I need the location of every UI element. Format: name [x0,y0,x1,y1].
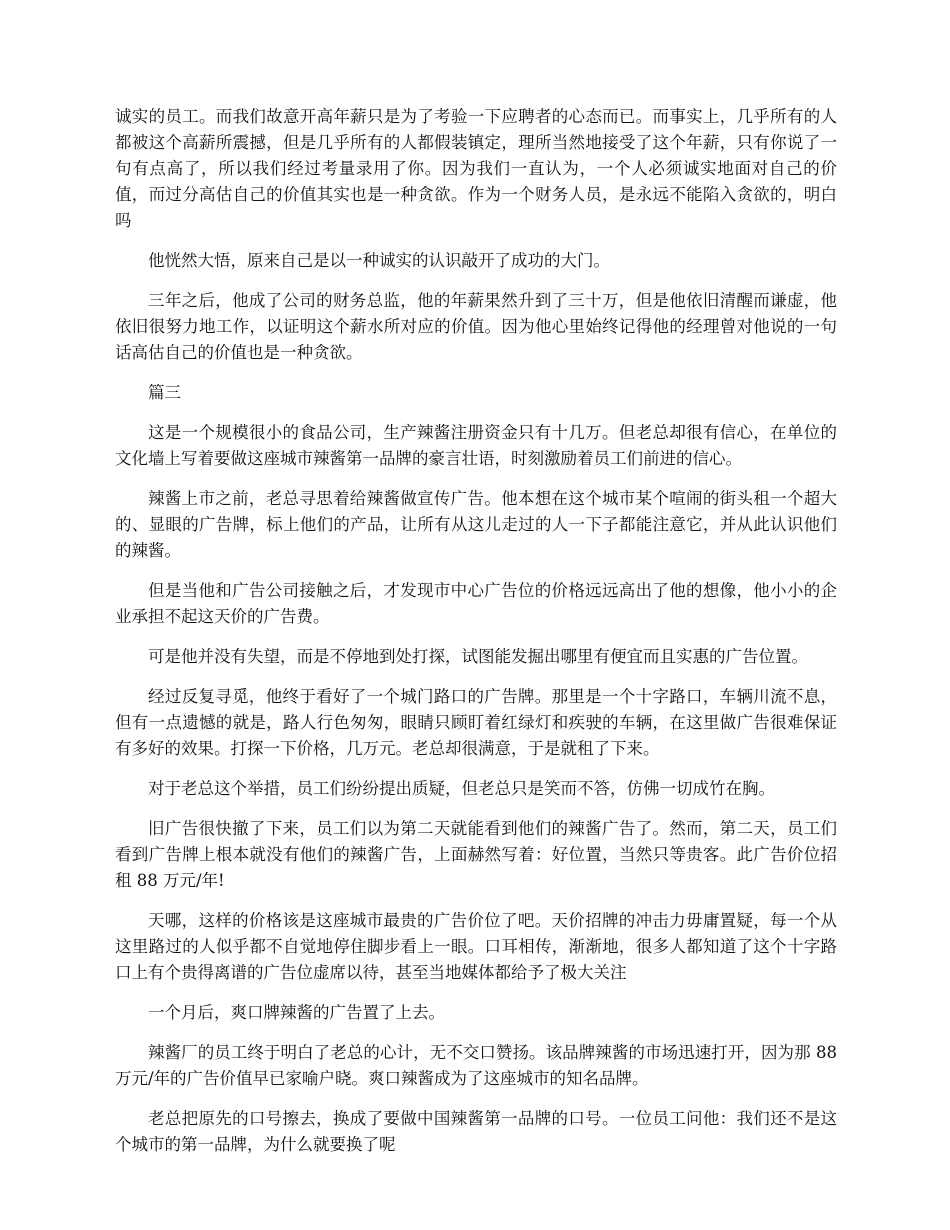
paragraph: 一个月后，爽口牌辣酱的广告置了上去。 [148,1003,445,1022]
paragraph: 老总把原先的口号擦去，换成了要做中国辣酱第一品牌的口号。一位员工问他：我们还不是这个城市的第一品牌，为什么就要换了呢 [115,1109,837,1154]
paragraph: 他恍然大悟，原来自己是以一种诚实的认识敲开了成功的大门。 [148,251,610,270]
paragraph: 天哪，这样的价格该是这座城市最贵的广告价位了吧。天价招牌的冲击力毋庸置疑，每一个从这里路过的人似乎都不自觉地停住脚步看上一眼。口耳相传，渐渐地，很多人都知道了这个十字路口上有个贵得离谱的广告位虚席以待，甚至当地媒体都给予了极大关注 [115,911,837,982]
paragraph: 诚实的员工。而我们故意开高年薪只是为了考验一下应聘者的心态而已。而事实上，几乎所有的人都被这个高薪所震撼，但是几乎所有的人都假装镇定，理所当然地接受了这个年薪，只有你说了一句有点高了，所以我们经过考量录用了你。因为我们一直认为，一个人必须诚实地面对自己的价值，而过分高估自己的价值其实也是一种贪欲。作为一个财务人员，是永远不能陷入贪欲的，明白吗 [115,107,837,230]
paragraph: 经过反复寻觅，他终于看好了一个城门路口的广告牌。那里是一个十字路口，车辆川流不息，但有一点遗憾的就是，路人行色匆匆，眼睛只顾盯着红绿灯和疾驶的车辆，在这里做广告很难保证有多好的效果。打探一下价格，几万元。老总却很满意，于是就租了下来。 [115,687,837,758]
paragraph: 可是他并没有失望，而是不停地到处打探，试图能发掘出哪里有便宜而且实惠的广告位置。 [148,647,808,666]
paragraph: 三年之后，他成了公司的财务总监，他的年薪果然升到了三十万，但是他依旧清醒而谦虚，他依旧很努力地工作，以证明这个薪水所对应的价值。因为他心里始终记得他的经理曾对他说的一句话高估自己的价值也是一种贪欲。 [115,291,837,362]
paragraph: 这是一个规模很小的食品公司，生产辣酱注册资金只有十几万。但老总却很有信心，在单位的文化墙上写着要做这座城市辣酱第一品牌的豪言壮语，时刻激励着员工们前进的信心。 [115,423,837,468]
paragraph: 辣酱上市之前，老总寻思着给辣酱做宣传广告。他本想在这个城市某个喧闹的街头租一个超大的、显眼的广告牌，标上他们的产品，让所有从这儿走过的人一下子都能注意它，并从此认识他们的辣酱。 [115,489,837,560]
paragraph: 但是当他和广告公司接触之后，才发现市中心广告位的价格远远高出了他的想像，他小小的企业承担不起这天价的广告费。 [115,581,837,626]
section-heading: 篇三 [148,383,181,402]
paragraph: 旧广告很快撤了下来，员工们以为第二天就能看到他们的辣酱广告了。然而，第二天，员工们看到广告牌上根本就没有他们的辣酱广告，上面赫然写着：好位置，当然只等贵客。此广告价位招租 88 万元/年! [115,819,837,890]
paragraph: 对于老总这个举措，员工们纷纷提出质疑，但老总只是笑而不答，仿佛一切成竹在胸。 [148,779,775,798]
document-body [115,104,837,1172]
paragraph: 辣酱厂的员工终于明白了老总的心计，无不交口赞扬。该品牌辣酱的市场迅速打开，因为那 88 万元/年的广告价值早已家喻户晓。爽口辣酱成为了这座城市的知名品牌。 [115,1043,837,1088]
